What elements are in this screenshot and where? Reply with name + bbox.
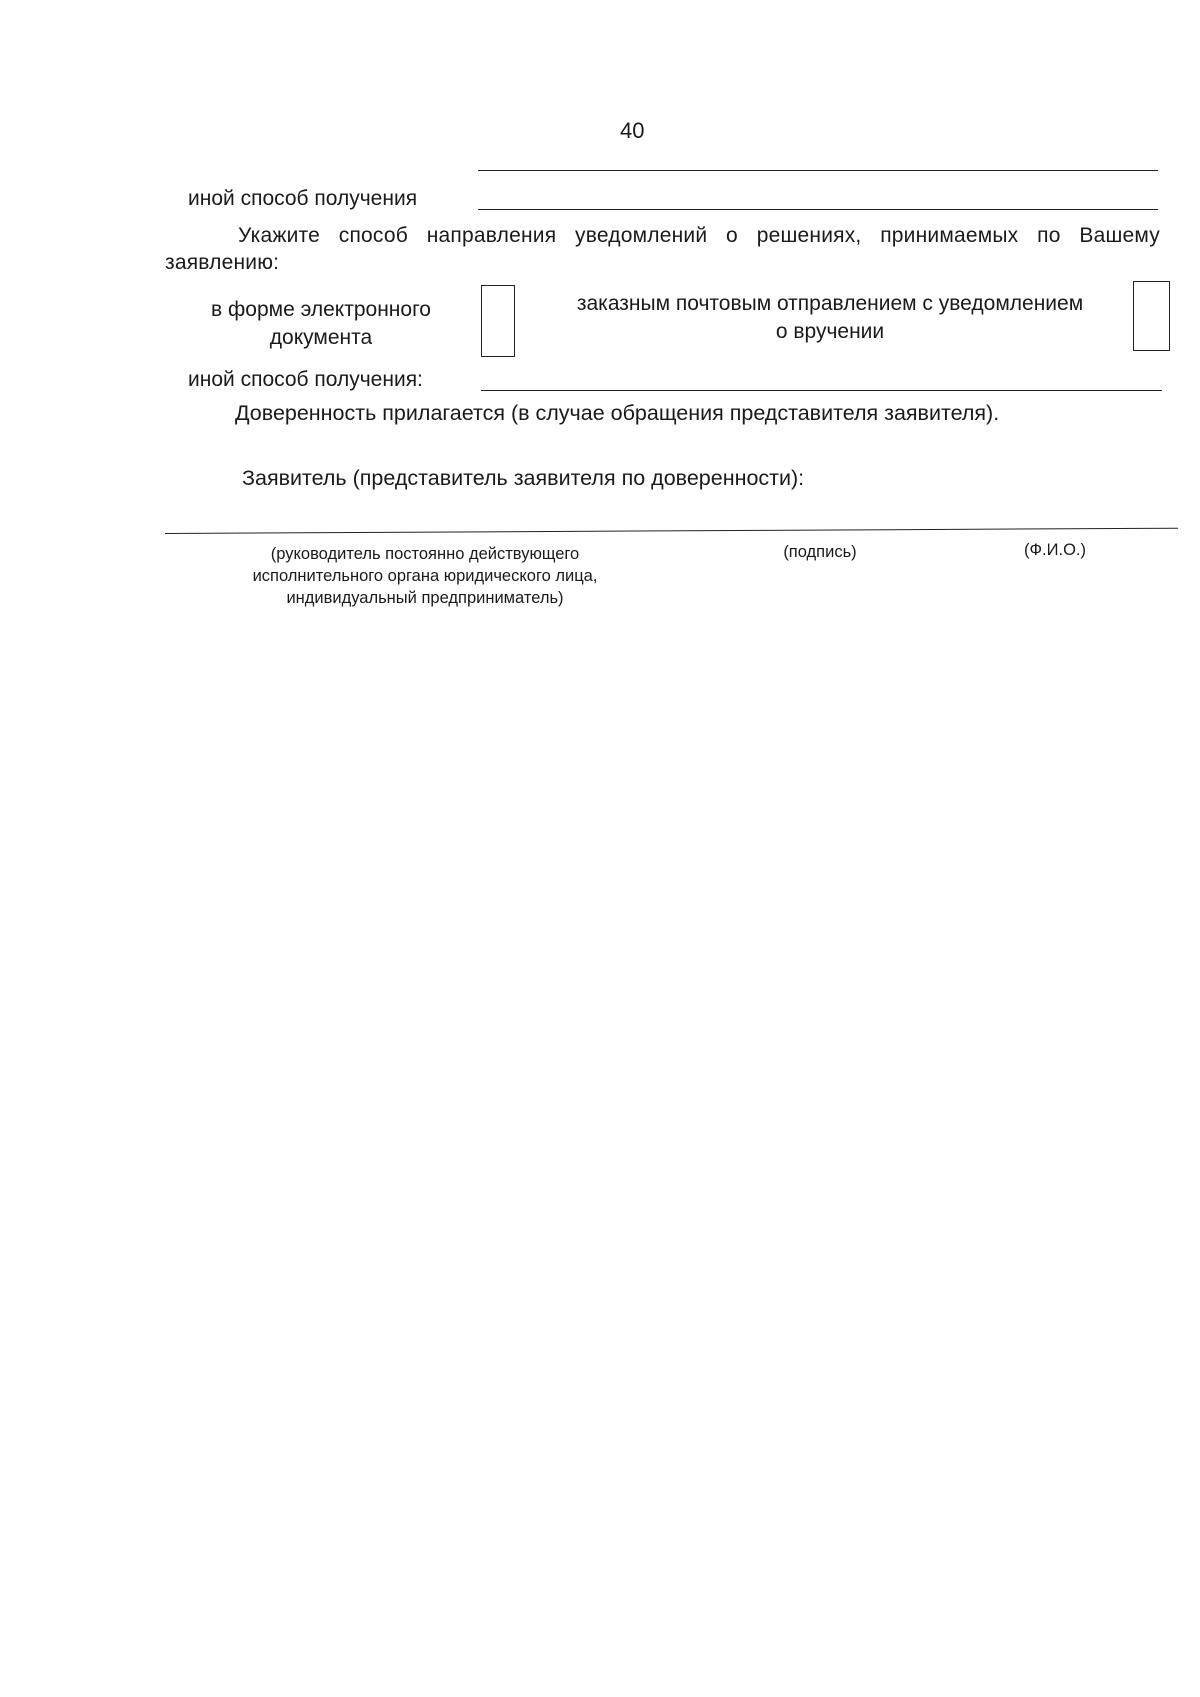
name-caption: (Ф.И.О.)	[1024, 541, 1086, 559]
electronic-document-checkbox[interactable]	[481, 285, 515, 357]
applicant-label: Заявитель (представитель заявителя по доверенности):	[242, 466, 805, 490]
page-number: 40	[620, 118, 645, 143]
notification-other-method-line[interactable]	[481, 390, 1162, 391]
signature-caption: (подпись)	[783, 543, 857, 561]
option-mail-label	[535, 290, 1125, 346]
role-caption	[205, 543, 645, 609]
option-mail-line2: о вручении	[775, 320, 885, 343]
receipt-other-method-line[interactable]	[478, 209, 1158, 210]
option-electronic-label	[190, 296, 452, 352]
role-caption-line2: исполнительного органа юридического лица,	[252, 567, 598, 585]
role-caption-line3: индивидуальный предприниматель)	[286, 589, 564, 607]
registered-mail-checkbox[interactable]	[1133, 281, 1170, 351]
option-electronic-line1: в форме электронного	[211, 298, 431, 321]
option-mail-line1: заказным почтовым отправлением с уведомлением	[576, 292, 1084, 315]
notification-instruction: Укажите способ направления уведомлений о решениях, принимаемых по Вашему заявлению:	[165, 224, 1160, 274]
receipt-other-method-label: иной способ получения	[188, 187, 418, 210]
power-of-attorney-note: Доверенность прилагается (в случае обращения представителя заявителя).	[235, 401, 1000, 425]
notification-other-method-label: иной способ получения:	[188, 368, 423, 391]
option-electronic-line2: документа	[269, 326, 373, 349]
signature-line[interactable]	[165, 528, 1178, 534]
receipt-blank-line-top[interactable]	[478, 170, 1158, 171]
role-caption-line1: (руководитель постоянно действующего	[270, 545, 580, 563]
